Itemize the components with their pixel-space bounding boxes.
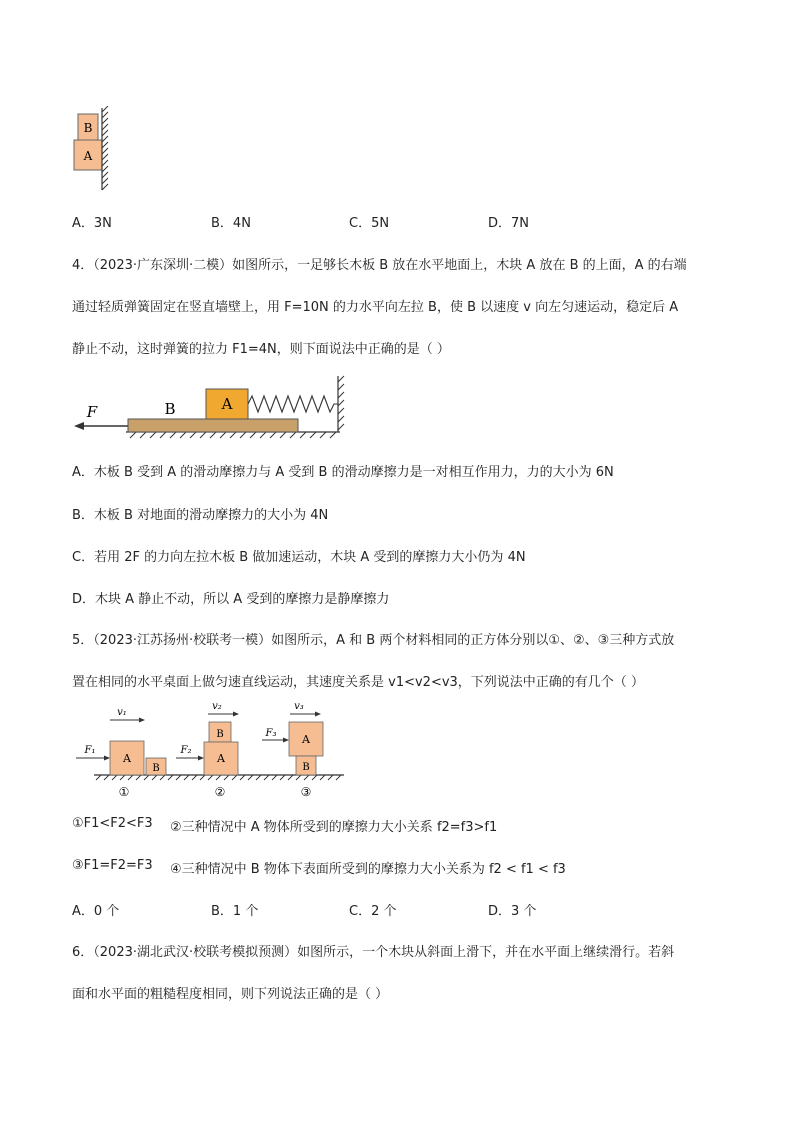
board-b-label: B: [164, 400, 176, 418]
q4-option-c[interactable]: C．若用 2F 的力向左拉木板 B 做加速运动，木块 A 受到的摩擦力大小仍为 4N: [72, 550, 526, 565]
q5-statement-2: ②三种情况中 A 物体所受到的摩擦力大小关系 f2=f3>f1: [170, 820, 498, 835]
block-a-label: A: [83, 149, 93, 163]
case2-block-a-label: A: [217, 752, 225, 765]
q5-text-line2: 置在相同的水平桌面上做匀速直线运动，其速度关系是 v1<v2<v3，下列说法中正确的有几个（ ）: [72, 675, 644, 690]
block-a-label: A: [221, 395, 233, 413]
wall-hatching: [338, 376, 344, 430]
q4-option-b[interactable]: B．木板 B 对地面的滑动摩擦力的大小为 4N: [72, 508, 329, 523]
f3-arrowhead: [283, 738, 289, 743]
case2-block-b-label: B: [216, 729, 224, 740]
f2-arrowhead: [198, 756, 204, 761]
case3-number: ③: [300, 785, 312, 799]
v1-arrowhead: [139, 718, 145, 723]
v1-label: v₁: [117, 707, 127, 718]
q5-option-c[interactable]: C．2 个: [349, 904, 397, 919]
v3-arrowhead: [315, 712, 321, 717]
case3-block-a-label: A: [302, 733, 310, 746]
q4-option-a[interactable]: A．木板 B 受到 A 的滑动摩擦力与 A 受到 B 的滑动摩擦力是一对相互作用力，力的大小为 6N: [72, 465, 614, 480]
q3-option-b[interactable]: B．4N: [211, 216, 251, 231]
ground-hatching: [130, 432, 336, 438]
q5-option-b[interactable]: B．1 个: [211, 904, 259, 919]
q5-statement-1: ①F1<F2<F3: [72, 816, 153, 831]
force-label: F: [86, 403, 98, 421]
force-arrowhead: [74, 422, 84, 430]
fig-three-arrangements: [72, 700, 348, 800]
f3-label: F₃: [265, 728, 277, 739]
spring: [248, 396, 338, 412]
q5-text-line1: 5．（2023·江苏扬州·校联考一模）如图所示，A 和 B 两个材料相同的正方体分别以①、②、③三种方式放: [72, 633, 675, 648]
q3-option-a[interactable]: A．3N: [72, 216, 112, 231]
v3-label: v₃: [294, 701, 304, 712]
case2-number: ②: [214, 785, 226, 799]
f2-label: F₂: [180, 745, 192, 756]
case3-block-b-label: B: [302, 762, 310, 773]
case1-number: ①: [118, 785, 130, 799]
q5-option-d[interactable]: D．3 个: [488, 904, 537, 919]
f1-label: F₁: [84, 745, 96, 756]
q4-option-d[interactable]: D．木块 A 静止不动，所以 A 受到的摩擦力是静摩擦力: [72, 592, 390, 607]
q4-text-line3: 静止不动，这时弹簧的拉力 F1=4N，则下面说法中正确的是（ ）: [72, 342, 450, 357]
block-b-label: B: [83, 121, 93, 135]
q5-statement-3: ③F1=F2=F3: [72, 858, 153, 873]
q3-option-c[interactable]: C．5N: [349, 216, 390, 231]
v2-label: v₂: [212, 701, 222, 712]
case1-block-b-label: B: [152, 763, 160, 774]
q6-text-line2: 面和水平面的粗糙程度相同，则下列说法正确的是（ ）: [72, 987, 389, 1002]
v2-arrowhead: [233, 712, 239, 717]
q5-option-a[interactable]: A．0 个: [72, 904, 120, 919]
case1-block-a-label: A: [123, 752, 131, 765]
q4-text-line2: 通过轻质弹簧固定在竖直墙壁上，用 F=10N 的力水平向左拉 B，使 B 以速度 v 向左匀速运动，稳定后 A: [72, 300, 679, 315]
q4-text-line1: 4．（2023·广东深圳·二模）如图所示，一足够长木板 B 放在水平地面上，木块 A 放在 B 的上面，A 的右端: [72, 258, 687, 273]
board-b: [128, 419, 298, 432]
ground-hatching: [96, 775, 341, 780]
q6-text-line1: 6．（2023·湖北武汉·校联考模拟预测）如图所示，一个木块从斜面上滑下，并在水平面上继续滑行。若斜: [72, 945, 675, 960]
f1-arrowhead: [104, 756, 110, 761]
fig-spring-board: [70, 372, 360, 440]
q3-option-d[interactable]: D．7N: [488, 216, 530, 231]
fig-stacked-blocks-wall: [68, 106, 112, 192]
q5-statement-4: ④三种情况中 B 物体下表面所受到的摩擦力大小关系为 f2 < f1 < f3: [170, 862, 566, 877]
wall-hatching: [102, 106, 108, 190]
